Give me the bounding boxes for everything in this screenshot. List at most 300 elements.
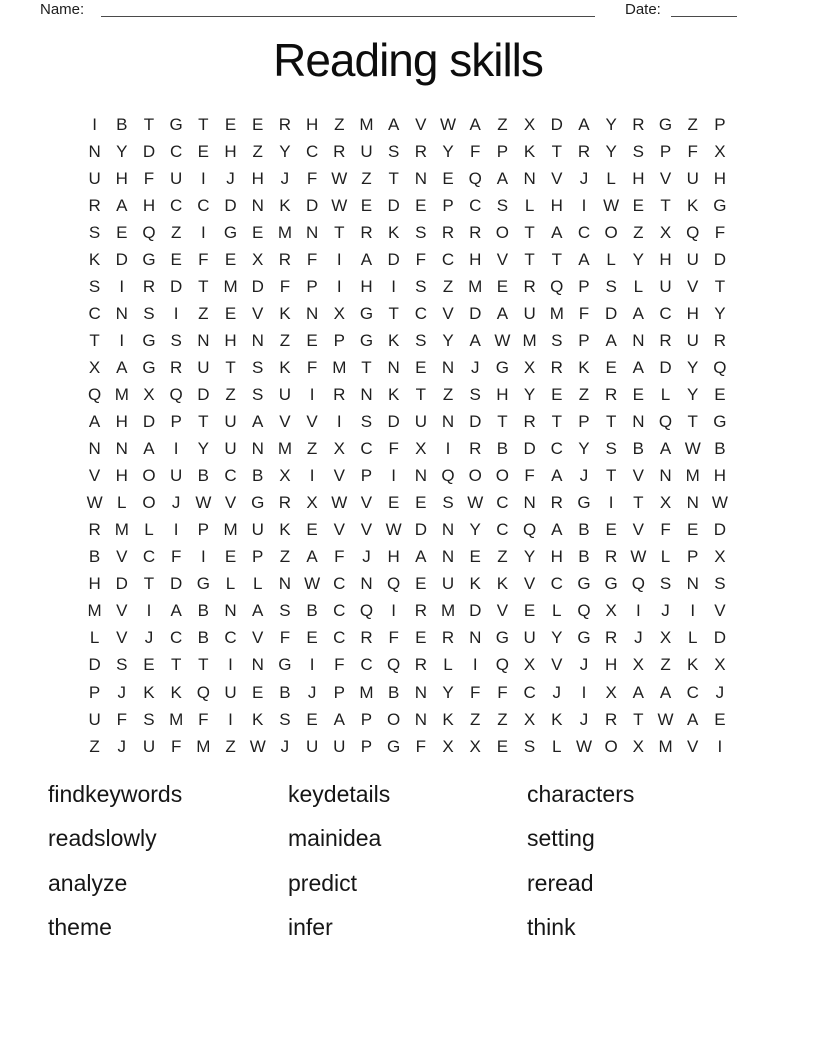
grid-cell: Q — [468, 168, 482, 188]
grid-cell: F — [497, 682, 508, 702]
grid-cell: X — [306, 493, 318, 513]
grid-cell: T — [415, 384, 427, 404]
grid-cell: U — [523, 303, 536, 323]
grid-cell: K — [170, 682, 182, 702]
grid-cell: G — [495, 628, 510, 648]
grid-cell: K — [687, 195, 699, 215]
grid-cell: S — [170, 330, 182, 350]
grid-cell: U — [523, 628, 536, 648]
grid-cell: L — [89, 628, 100, 648]
grid-cell: G — [495, 357, 510, 377]
grid-cell: M — [359, 682, 374, 702]
grid-cell: N — [197, 330, 210, 350]
grid-cell: P — [333, 330, 345, 350]
grid-cell: E — [170, 249, 182, 269]
grid-cell: R — [469, 439, 482, 459]
grid-cell: U — [88, 168, 101, 188]
grid-cell: B — [496, 439, 509, 459]
grid-cell: V — [279, 412, 291, 432]
grid-cell: V — [551, 655, 563, 675]
grid-cell: W — [711, 493, 728, 513]
grid-cell: M — [549, 303, 564, 323]
grid-cell: T — [334, 222, 345, 242]
date-label: Date: — [625, 1, 661, 18]
grid-cell: Y — [578, 439, 590, 459]
grid-cell: Z — [225, 384, 236, 404]
grid-cell: U — [170, 168, 183, 188]
grid-cell: S — [143, 709, 155, 729]
grid-cell: Y — [197, 439, 210, 459]
grid-cell: H — [605, 655, 618, 675]
grid-cell: F — [415, 736, 427, 756]
grid-cell: B — [197, 601, 210, 621]
grid-cell: L — [552, 736, 562, 756]
grid-cell: H — [550, 195, 563, 215]
grid-cell: D — [469, 303, 482, 323]
grid-cell: E — [252, 682, 264, 702]
grid-cell: X — [659, 222, 672, 242]
grid-cell: C — [360, 655, 373, 675]
grid-cell: K — [387, 384, 400, 404]
grid-cell: J — [579, 168, 589, 188]
grid-cell: N — [414, 682, 427, 702]
grid-cell: C — [441, 249, 455, 269]
grid-cell: N — [523, 168, 536, 188]
grid-cell: D — [197, 384, 210, 404]
name-label: Name: — [40, 1, 85, 18]
grid-cell: R — [550, 357, 563, 377]
grid-cell: Z — [442, 276, 454, 296]
grid-cell: R — [88, 520, 101, 540]
grid-cell: R — [441, 222, 455, 242]
grid-cell: R — [414, 655, 427, 675]
grid-cell: O — [604, 736, 618, 756]
grid-cell: Q — [577, 601, 591, 621]
grid-cell: U — [224, 682, 237, 702]
grid-cell: H — [469, 249, 482, 269]
grid-cell: E — [496, 276, 509, 296]
grid-cell: A — [605, 330, 617, 350]
grid-cell: A — [469, 114, 481, 134]
word-list-item: mainidea — [288, 825, 382, 852]
grid-cell: D — [713, 249, 727, 269]
grid-cell: W — [195, 493, 212, 513]
grid-cell: V — [687, 736, 699, 756]
grid-cell: T — [687, 412, 698, 432]
grid-cell: F — [388, 439, 399, 459]
grid-cell: J — [117, 736, 127, 756]
grid-cell: V — [116, 628, 128, 648]
grid-cell: C — [333, 601, 346, 621]
grid-cell: U — [224, 439, 237, 459]
grid-cell: E — [306, 628, 318, 648]
grid-cell: J — [715, 682, 725, 702]
grid-cell: Z — [225, 736, 236, 756]
grid-cell: D — [713, 520, 727, 540]
grid-cell: A — [306, 547, 318, 567]
grid-cell: U — [414, 412, 427, 432]
grid-cell: K — [496, 574, 509, 594]
grid-cell: G — [142, 357, 156, 377]
grid-cell: C — [170, 195, 183, 215]
grid-cell: S — [360, 412, 373, 432]
grid-cell: G — [577, 574, 591, 594]
grid-cell: F — [334, 655, 345, 675]
grid-cell: V — [88, 466, 101, 486]
grid-cell: T — [605, 412, 617, 432]
grid-cell: Y — [605, 141, 617, 161]
grid-cell: H — [360, 276, 373, 296]
grid-cell: P — [306, 276, 318, 296]
grid-cell: E — [714, 709, 726, 729]
grid-cell: X — [714, 655, 726, 675]
grid-cell: A — [496, 303, 509, 323]
grid-cell: F — [470, 141, 481, 161]
grid-cell: E — [387, 493, 400, 513]
grid-cell: J — [117, 682, 127, 702]
grid-cell: Y — [687, 357, 699, 377]
grid-cell: F — [687, 141, 698, 161]
grid-cell: Y — [442, 141, 454, 161]
word-list-item: infer — [288, 913, 333, 940]
grid-cell: N — [632, 330, 645, 350]
grid-cell: X — [523, 709, 536, 729]
grid-cell: V — [252, 628, 264, 648]
grid-cell: Z — [89, 736, 100, 756]
word-list-item: think — [527, 913, 576, 940]
grid-cell: C — [496, 520, 509, 540]
grid-cell: N — [686, 493, 699, 513]
grid-cell: O — [604, 222, 618, 242]
grid-cell: G — [713, 195, 727, 215]
grid-cell: O — [495, 466, 510, 486]
grid-cell: N — [88, 141, 101, 161]
grid-cell: V — [551, 168, 563, 188]
grid-cell: K — [578, 357, 590, 377]
grid-cell: T — [361, 357, 372, 377]
grid-cell: G — [387, 736, 401, 756]
grid-cell: N — [414, 466, 427, 486]
grid-cell: E — [523, 601, 536, 621]
grid-cell: J — [362, 547, 371, 567]
grid-cell: C — [360, 439, 373, 459]
grid-cell: J — [226, 168, 235, 188]
grid-cell: S — [714, 574, 726, 594]
grid-cell: T — [551, 249, 562, 269]
grid-cell: K — [469, 574, 481, 594]
grid-cell: Z — [497, 709, 508, 729]
grid-cell: R — [414, 141, 427, 161]
grid-cell: T — [714, 276, 726, 296]
grid-cell: Y — [442, 330, 454, 350]
grid-cell: T — [524, 222, 535, 242]
grid-cell: X — [523, 114, 536, 134]
grid-cell: B — [279, 682, 291, 702]
grid-cell: F — [170, 547, 182, 567]
grid-cell: F — [170, 736, 182, 756]
grid-cell: F — [415, 249, 427, 269]
grid-cell: S — [551, 330, 563, 350]
grid-cell: Z — [687, 114, 698, 134]
grid-cell: U — [360, 141, 373, 161]
grid-cell: A — [252, 601, 264, 621]
grid-cell: S — [469, 384, 481, 404]
grid-cell: E — [224, 114, 237, 134]
grid-cell: I — [608, 493, 614, 513]
grid-cell: I — [309, 655, 315, 675]
grid-cell: U — [142, 736, 156, 756]
grid-cell: N — [686, 574, 699, 594]
grid-cell: L — [524, 195, 535, 215]
grid-cell: R — [713, 330, 727, 350]
grid-cell: E — [143, 655, 155, 675]
grid-cell: Q — [387, 574, 401, 594]
grid-cell: D — [414, 520, 427, 540]
grid-cell: Z — [306, 439, 318, 459]
grid-cell: F — [279, 628, 291, 648]
grid-cell: U — [441, 574, 455, 594]
grid-cell: I — [336, 412, 342, 432]
grid-cell: Y — [605, 114, 617, 134]
grid-cell: T — [198, 655, 209, 675]
grid-cell: D — [251, 276, 264, 296]
grid-cell: A — [578, 114, 590, 134]
grid-cell: N — [115, 439, 128, 459]
word-list-column — [288, 779, 390, 956]
grid-cell: E — [224, 249, 237, 269]
grid-cell: B — [632, 439, 645, 459]
grid-cell: G — [223, 222, 238, 242]
grid-cell: S — [279, 601, 291, 621]
grid-cell: N — [278, 574, 292, 594]
grid-cell: N — [632, 412, 645, 432]
grid-cell: J — [552, 682, 562, 702]
grid-cell: M — [87, 601, 102, 621]
grid-cell: T — [633, 493, 644, 513]
grid-cell: V — [632, 520, 645, 540]
grid-cell: X — [632, 655, 645, 675]
grid-cell: W — [86, 493, 103, 513]
grid-cell: S — [659, 574, 672, 594]
grid-cell: I — [472, 655, 478, 675]
grid-cell: X — [523, 655, 536, 675]
grid-cell: A — [551, 466, 563, 486]
grid-cell: C — [550, 439, 563, 459]
grid-cell: C — [686, 682, 699, 702]
grid-cell: S — [387, 141, 400, 161]
grid-cell: C — [170, 628, 183, 648]
grid-cell: C — [523, 682, 536, 702]
grid-cell: Y — [523, 384, 536, 404]
grid-cell: F — [388, 628, 399, 648]
grid-cell: N — [251, 195, 264, 215]
grid-cell: L — [660, 384, 671, 404]
grid-cell: R — [632, 114, 645, 134]
grid-cell: W — [249, 736, 266, 756]
grid-cell: H — [713, 466, 727, 486]
grid-cell: Q — [142, 222, 156, 242]
grid-cell: C — [550, 574, 563, 594]
grid-cell: Z — [497, 114, 508, 134]
grid-cell: W — [440, 114, 457, 134]
grid-cell: A — [143, 439, 155, 459]
grid-cell: C — [305, 141, 319, 161]
grid-cell: P — [360, 709, 373, 729]
grid-cell: Z — [470, 709, 481, 729]
grid-cell: I — [581, 682, 587, 702]
grid-cell: X — [143, 384, 155, 404]
grid-cell: D — [387, 249, 400, 269]
grid-cell: F — [714, 222, 726, 242]
grid-cell: S — [143, 303, 155, 323]
grid-cell: J — [579, 709, 589, 729]
grid-cell: Y — [469, 520, 481, 540]
grid-cell: W — [575, 736, 592, 756]
grid-cell: T — [551, 141, 562, 161]
grid-cell: A — [116, 195, 128, 215]
grid-cell: Q — [495, 655, 510, 675]
grid-cell: G — [278, 655, 292, 675]
grid-cell: E — [415, 195, 427, 215]
grid-cell: R — [605, 547, 618, 567]
grid-cell: Z — [279, 330, 291, 350]
grid-cell: F — [116, 709, 127, 729]
grid-cell: I — [635, 601, 641, 621]
word-list-item: theme — [48, 913, 112, 940]
grid-cell: V — [116, 547, 128, 567]
grid-cell: E — [252, 222, 264, 242]
grid-cell: K — [143, 682, 155, 702]
grid-cell: M — [277, 222, 292, 242]
grid-cell: A — [333, 709, 345, 729]
grid-cell: O — [142, 493, 156, 513]
grid-cell: A — [252, 412, 264, 432]
grid-cell: W — [331, 168, 348, 188]
grid-cell: B — [578, 520, 590, 540]
grid-cell: D — [469, 412, 482, 432]
grid-cell: R — [142, 276, 156, 296]
grid-cell: L — [660, 547, 671, 567]
grid-cell: D — [659, 357, 672, 377]
grid-cell: M — [114, 520, 129, 540]
grid-cell: S — [415, 276, 427, 296]
grid-cell: C — [224, 466, 237, 486]
grid-cell: N — [251, 655, 264, 675]
grid-cell: L — [552, 601, 562, 621]
grid-cell: C — [577, 222, 591, 242]
grid-cell: P — [360, 736, 373, 756]
grid-cell: B — [252, 466, 264, 486]
grid-cell: Z — [279, 547, 291, 567]
grid-cell: I — [200, 547, 206, 567]
grid-cell: T — [660, 195, 671, 215]
grid-cell: V — [333, 466, 345, 486]
grid-cell: F — [143, 168, 155, 188]
grid-cell: N — [441, 412, 455, 432]
grid-cell: B — [88, 547, 101, 567]
grid-cell: E — [306, 330, 318, 350]
grid-cell: W — [603, 195, 620, 215]
grid-cell: E — [551, 384, 563, 404]
date-blank-line — [671, 2, 737, 17]
grid-cell: G — [359, 330, 374, 350]
grid-cell: R — [523, 412, 536, 432]
grid-cell: S — [605, 276, 617, 296]
grid-cell: S — [116, 655, 128, 675]
grid-cell: K — [387, 330, 400, 350]
grid-cell: H — [251, 168, 264, 188]
grid-cell: G — [169, 114, 183, 134]
grid-cell: P — [88, 682, 101, 702]
grid-cell: U — [686, 249, 699, 269]
grid-cell: I — [119, 276, 125, 296]
grid-cell: X — [523, 357, 536, 377]
grid-cell: T — [89, 330, 100, 350]
grid-cell: N — [360, 574, 373, 594]
grid-cell: J — [634, 628, 643, 648]
grid-cell: H — [686, 303, 699, 323]
grid-cell: A — [551, 222, 563, 242]
grid-cell: T — [633, 709, 644, 729]
grid-cell: Y — [687, 384, 699, 404]
grid-cell: R — [333, 384, 346, 404]
grid-cell: J — [307, 682, 317, 702]
grid-cell: J — [280, 736, 290, 756]
grid-cell: T — [198, 276, 209, 296]
grid-cell: B — [578, 547, 590, 567]
grid-cell: G — [142, 249, 156, 269]
grid-cell: Y — [714, 303, 726, 323]
grid-cell: C — [88, 303, 101, 323]
grid-cell: V — [415, 114, 427, 134]
grid-cell: B — [714, 439, 726, 459]
grid-cell: Q — [169, 384, 183, 404]
grid-cell: K — [279, 520, 291, 540]
grid-cell: U — [88, 709, 101, 729]
grid-cell: Q — [658, 412, 673, 432]
page-title: Reading skills — [273, 34, 543, 86]
grid-cell: E — [415, 574, 427, 594]
grid-cell: U — [170, 466, 183, 486]
grid-cell: Q — [522, 520, 537, 540]
grid-cell: R — [469, 222, 482, 242]
grid-cell: X — [605, 682, 617, 702]
grid-cell: J — [470, 357, 480, 377]
grid-cell: A — [387, 114, 400, 134]
grid-cell: H — [713, 168, 727, 188]
grid-cell: R — [605, 709, 618, 729]
grid-cell: N — [387, 357, 400, 377]
grid-cell: A — [632, 357, 645, 377]
grid-cell: R — [659, 330, 672, 350]
grid-cell: N — [659, 466, 672, 486]
grid-cell: R — [360, 222, 373, 242]
grid-cell: M — [359, 114, 374, 134]
grid-cell: X — [469, 736, 481, 756]
grid-cell: T — [198, 412, 209, 432]
grid-cell: T — [388, 303, 399, 323]
grid-cell: I — [445, 439, 451, 459]
grid-cell: R — [360, 628, 373, 648]
grid-cell: I — [228, 655, 233, 675]
grid-cell: E — [632, 195, 645, 215]
grid-cell: M — [658, 736, 673, 756]
grid-cell: M — [223, 276, 238, 296]
grid-cell: D — [387, 412, 400, 432]
grid-cell: R — [441, 628, 455, 648]
grid-cell: N — [305, 222, 319, 242]
grid-cell: V — [333, 520, 345, 540]
